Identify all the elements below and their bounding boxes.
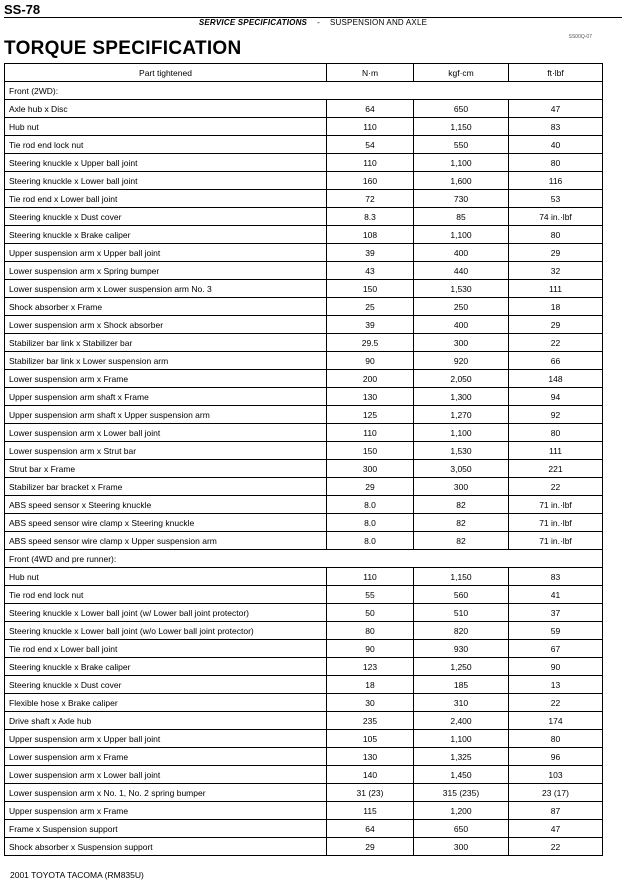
cell-kgfcm: 400 (414, 316, 509, 334)
cell-nm: 110 (327, 424, 414, 442)
table-row (5, 100, 603, 118)
cell-part: Upper suspension arm x Upper ball joint (5, 244, 327, 262)
cell-ftlbf: 47 (509, 100, 603, 118)
cell-ftlbf: 41 (509, 586, 603, 604)
cell-part: Lower suspension arm x Frame (5, 370, 327, 388)
cell-nm: 235 (327, 712, 414, 730)
cell-kgfcm: 1,250 (414, 658, 509, 676)
page-number: SS-78 (4, 2, 41, 17)
cell-part: ABS speed sensor wire clamp x Steering knuckle (5, 514, 327, 532)
cell-nm: 115 (327, 802, 414, 820)
cell-nm: 29 (327, 838, 414, 856)
cell-part: Tie rod end x Lower ball joint (5, 190, 327, 208)
header-separator: - (317, 18, 320, 27)
cell-kgfcm: 930 (414, 640, 509, 658)
cell-part: Lower suspension arm x Frame (5, 748, 327, 766)
section-row (5, 82, 603, 100)
cell-kgfcm: 1,450 (414, 766, 509, 784)
document-code: SS00Q-07 (568, 34, 592, 40)
cell-nm: 108 (327, 226, 414, 244)
cell-ftlbf: 67 (509, 640, 603, 658)
cell-kgfcm: 510 (414, 604, 509, 622)
cell-ftlbf: 103 (509, 766, 603, 784)
cell-ftlbf: 221 (509, 460, 603, 478)
cell-part: Flexible hose x Brake caliper (5, 694, 327, 712)
table-body (5, 82, 603, 856)
cell-ftlbf: 148 (509, 370, 603, 388)
cell-nm: 72 (327, 190, 414, 208)
cell-part: Lower suspension arm x Strut bar (5, 442, 327, 460)
section-label: Front (4WD and pre runner): (5, 550, 603, 568)
table-row (5, 172, 603, 190)
cell-part: Tie rod end x Lower ball joint (5, 640, 327, 658)
cell-ftlbf: 47 (509, 820, 603, 838)
cell-part: Lower suspension arm x Lower ball joint (5, 766, 327, 784)
cell-ftlbf: 59 (509, 622, 603, 640)
cell-ftlbf: 116 (509, 172, 603, 190)
table-row (5, 712, 603, 730)
cell-nm: 160 (327, 172, 414, 190)
table-row (5, 154, 603, 172)
table-row (5, 316, 603, 334)
table-row (5, 730, 603, 748)
cell-ftlbf: 22 (509, 694, 603, 712)
cell-kgfcm: 185 (414, 676, 509, 694)
table-row (5, 424, 603, 442)
cell-ftlbf: 71 in.·lbf (509, 514, 603, 532)
table-row (5, 190, 603, 208)
cell-part: Hub nut (5, 568, 327, 586)
cell-kgfcm: 730 (414, 190, 509, 208)
cell-part: ABS speed sensor wire clamp x Upper suspension arm (5, 532, 327, 550)
cell-kgfcm: 82 (414, 514, 509, 532)
cell-part: Stabilizer bar link x Stabilizer bar (5, 334, 327, 352)
cell-part: Hub nut (5, 118, 327, 136)
cell-nm: 80 (327, 622, 414, 640)
cell-part: Steering knuckle x Dust cover (5, 208, 327, 226)
cell-ftlbf: 80 (509, 226, 603, 244)
table-row (5, 568, 603, 586)
cell-kgfcm: 440 (414, 262, 509, 280)
cell-ftlbf: 80 (509, 424, 603, 442)
cell-ftlbf: 83 (509, 568, 603, 586)
cell-part: Stabilizer bar bracket x Frame (5, 478, 327, 496)
table-row (5, 406, 603, 424)
cell-kgfcm: 560 (414, 586, 509, 604)
cell-nm: 25 (327, 298, 414, 316)
cell-part: Lower suspension arm x No. 1, No. 2 spring bumper (5, 784, 327, 802)
cell-nm: 30 (327, 694, 414, 712)
cell-ftlbf: 23 (17) (509, 784, 603, 802)
table-row (5, 694, 603, 712)
cell-part: Frame x Suspension support (5, 820, 327, 838)
cell-part: Tie rod end lock nut (5, 586, 327, 604)
cell-nm: 43 (327, 262, 414, 280)
table-row (5, 208, 603, 226)
cell-kgfcm: 82 (414, 532, 509, 550)
table-row (5, 820, 603, 838)
cell-part: Strut bar x Frame (5, 460, 327, 478)
cell-nm: 31 (23) (327, 784, 414, 802)
header-subsection: SUSPENSION AND AXLE (329, 18, 428, 27)
cell-kgfcm: 300 (414, 478, 509, 496)
cell-part: Upper suspension arm x Upper ball joint (5, 730, 327, 748)
cell-nm: 150 (327, 280, 414, 298)
table-row (5, 496, 603, 514)
cell-kgfcm: 1,150 (414, 568, 509, 586)
column-header-kgfcm: kgf·cm (414, 64, 509, 82)
cell-nm: 90 (327, 640, 414, 658)
cell-nm: 55 (327, 586, 414, 604)
cell-kgfcm: 1,100 (414, 154, 509, 172)
cell-nm: 130 (327, 748, 414, 766)
table-row (5, 136, 603, 154)
torque-spec-table (4, 63, 603, 856)
cell-kgfcm: 250 (414, 298, 509, 316)
cell-part: Steering knuckle x Lower ball joint (w/o Lower ball joint protector) (5, 622, 327, 640)
cell-kgfcm: 1,530 (414, 442, 509, 460)
cell-nm: 125 (327, 406, 414, 424)
cell-nm: 105 (327, 730, 414, 748)
cell-nm: 8.0 (327, 514, 414, 532)
cell-part: Lower suspension arm x Shock absorber (5, 316, 327, 334)
cell-nm: 90 (327, 352, 414, 370)
cell-nm: 110 (327, 118, 414, 136)
cell-part: Steering knuckle x Dust cover (5, 676, 327, 694)
cell-part: Upper suspension arm shaft x Frame (5, 388, 327, 406)
cell-kgfcm: 310 (414, 694, 509, 712)
cell-kgfcm: 400 (414, 244, 509, 262)
cell-ftlbf: 80 (509, 730, 603, 748)
cell-ftlbf: 22 (509, 334, 603, 352)
cell-kgfcm: 2,050 (414, 370, 509, 388)
cell-nm: 29 (327, 478, 414, 496)
cell-ftlbf: 83 (509, 118, 603, 136)
column-header-nm: N·m (327, 64, 414, 82)
table-row (5, 460, 603, 478)
footer-text: 2001 TOYOTA TACOMA (RM835U) (10, 870, 144, 880)
cell-part: Tie rod end lock nut (5, 136, 327, 154)
cell-kgfcm: 1,325 (414, 748, 509, 766)
cell-nm: 110 (327, 568, 414, 586)
cell-nm: 54 (327, 136, 414, 154)
cell-ftlbf: 37 (509, 604, 603, 622)
column-header-part: Part tightened (5, 64, 327, 82)
table-row (5, 352, 603, 370)
cell-kgfcm: 315 (235) (414, 784, 509, 802)
table-row (5, 676, 603, 694)
table-row (5, 784, 603, 802)
cell-kgfcm: 1,530 (414, 280, 509, 298)
cell-part: Shock absorber x Frame (5, 298, 327, 316)
cell-kgfcm: 1,270 (414, 406, 509, 424)
table-row (5, 334, 603, 352)
cell-part: Steering knuckle x Brake caliper (5, 658, 327, 676)
table-row (5, 766, 603, 784)
table-header-row (5, 64, 603, 82)
cell-nm: 18 (327, 676, 414, 694)
cell-ftlbf: 40 (509, 136, 603, 154)
cell-kgfcm: 3,050 (414, 460, 509, 478)
cell-nm: 8.0 (327, 496, 414, 514)
cell-nm: 200 (327, 370, 414, 388)
cell-part: ABS speed sensor x Steering knuckle (5, 496, 327, 514)
section-row (5, 550, 603, 568)
cell-nm: 39 (327, 244, 414, 262)
cell-kgfcm: 1,600 (414, 172, 509, 190)
cell-kgfcm: 300 (414, 334, 509, 352)
cell-kgfcm: 82 (414, 496, 509, 514)
cell-part: Steering knuckle x Lower ball joint (w/ Lower ball joint protector) (5, 604, 327, 622)
table-row (5, 658, 603, 676)
cell-kgfcm: 1,300 (414, 388, 509, 406)
cell-nm: 130 (327, 388, 414, 406)
table-row (5, 478, 603, 496)
cell-ftlbf: 96 (509, 748, 603, 766)
cell-ftlbf: 92 (509, 406, 603, 424)
table-row (5, 586, 603, 604)
cell-kgfcm: 650 (414, 100, 509, 118)
cell-nm: 50 (327, 604, 414, 622)
cell-ftlbf: 32 (509, 262, 603, 280)
page-title: TORQUE SPECIFICATION (4, 38, 242, 59)
cell-nm: 300 (327, 460, 414, 478)
table-row (5, 622, 603, 640)
cell-ftlbf: 29 (509, 244, 603, 262)
cell-part: Upper suspension arm shaft x Upper suspension arm (5, 406, 327, 424)
table-row (5, 280, 603, 298)
cell-part: Steering knuckle x Upper ball joint (5, 154, 327, 172)
cell-ftlbf: 111 (509, 280, 603, 298)
table-row (5, 226, 603, 244)
cell-kgfcm: 300 (414, 838, 509, 856)
column-header-ftlbf: ft·lbf (509, 64, 603, 82)
cell-ftlbf: 29 (509, 316, 603, 334)
cell-part: Shock absorber x Suspension support (5, 838, 327, 856)
cell-kgfcm: 1,100 (414, 424, 509, 442)
table-row (5, 370, 603, 388)
cell-ftlbf: 80 (509, 154, 603, 172)
cell-part: Lower suspension arm x Lower ball joint (5, 424, 327, 442)
cell-part: Stabilizer bar link x Lower suspension arm (5, 352, 327, 370)
cell-ftlbf: 87 (509, 802, 603, 820)
cell-ftlbf: 174 (509, 712, 603, 730)
cell-nm: 150 (327, 442, 414, 460)
table-row (5, 262, 603, 280)
cell-ftlbf: 22 (509, 838, 603, 856)
table-row (5, 532, 603, 550)
cell-ftlbf: 22 (509, 478, 603, 496)
cell-part: Drive shaft x Axle hub (5, 712, 327, 730)
table-row (5, 748, 603, 766)
cell-nm: 64 (327, 100, 414, 118)
cell-part: Axle hub x Disc (5, 100, 327, 118)
table-row (5, 442, 603, 460)
cell-kgfcm: 1,200 (414, 802, 509, 820)
table-row (5, 838, 603, 856)
table-row (5, 388, 603, 406)
cell-ftlbf: 94 (509, 388, 603, 406)
table-row (5, 514, 603, 532)
cell-ftlbf: 71 in.·lbf (509, 532, 603, 550)
cell-kgfcm: 1,150 (414, 118, 509, 136)
cell-nm: 110 (327, 154, 414, 172)
cell-part: Lower suspension arm x Spring bumper (5, 262, 327, 280)
table-row (5, 298, 603, 316)
table-row (5, 244, 603, 262)
cell-ftlbf: 53 (509, 190, 603, 208)
cell-kgfcm: 1,100 (414, 730, 509, 748)
cell-ftlbf: 66 (509, 352, 603, 370)
cell-ftlbf: 71 in.·lbf (509, 496, 603, 514)
cell-nm: 123 (327, 658, 414, 676)
cell-ftlbf: 18 (509, 298, 603, 316)
cell-nm: 8.0 (327, 532, 414, 550)
cell-nm: 64 (327, 820, 414, 838)
section-label: Front (2WD): (5, 82, 603, 100)
running-header (0, 18, 626, 27)
table-row (5, 604, 603, 622)
cell-kgfcm: 820 (414, 622, 509, 640)
cell-ftlbf: 111 (509, 442, 603, 460)
cell-kgfcm: 85 (414, 208, 509, 226)
cell-nm: 8.3 (327, 208, 414, 226)
cell-part: Steering knuckle x Brake caliper (5, 226, 327, 244)
table-row (5, 802, 603, 820)
cell-kgfcm: 2,400 (414, 712, 509, 730)
table-row (5, 118, 603, 136)
cell-part: Lower suspension arm x Lower suspension arm No. 3 (5, 280, 327, 298)
cell-ftlbf: 13 (509, 676, 603, 694)
cell-nm: 140 (327, 766, 414, 784)
cell-kgfcm: 920 (414, 352, 509, 370)
cell-ftlbf: 90 (509, 658, 603, 676)
cell-ftlbf: 74 in.·lbf (509, 208, 603, 226)
cell-part: Steering knuckle x Lower ball joint (5, 172, 327, 190)
header-section: SERVICE SPECIFICATIONS (198, 18, 308, 27)
table-row (5, 640, 603, 658)
cell-nm: 29.5 (327, 334, 414, 352)
cell-kgfcm: 1,100 (414, 226, 509, 244)
cell-nm: 39 (327, 316, 414, 334)
cell-kgfcm: 650 (414, 820, 509, 838)
cell-kgfcm: 550 (414, 136, 509, 154)
cell-part: Upper suspension arm x Frame (5, 802, 327, 820)
